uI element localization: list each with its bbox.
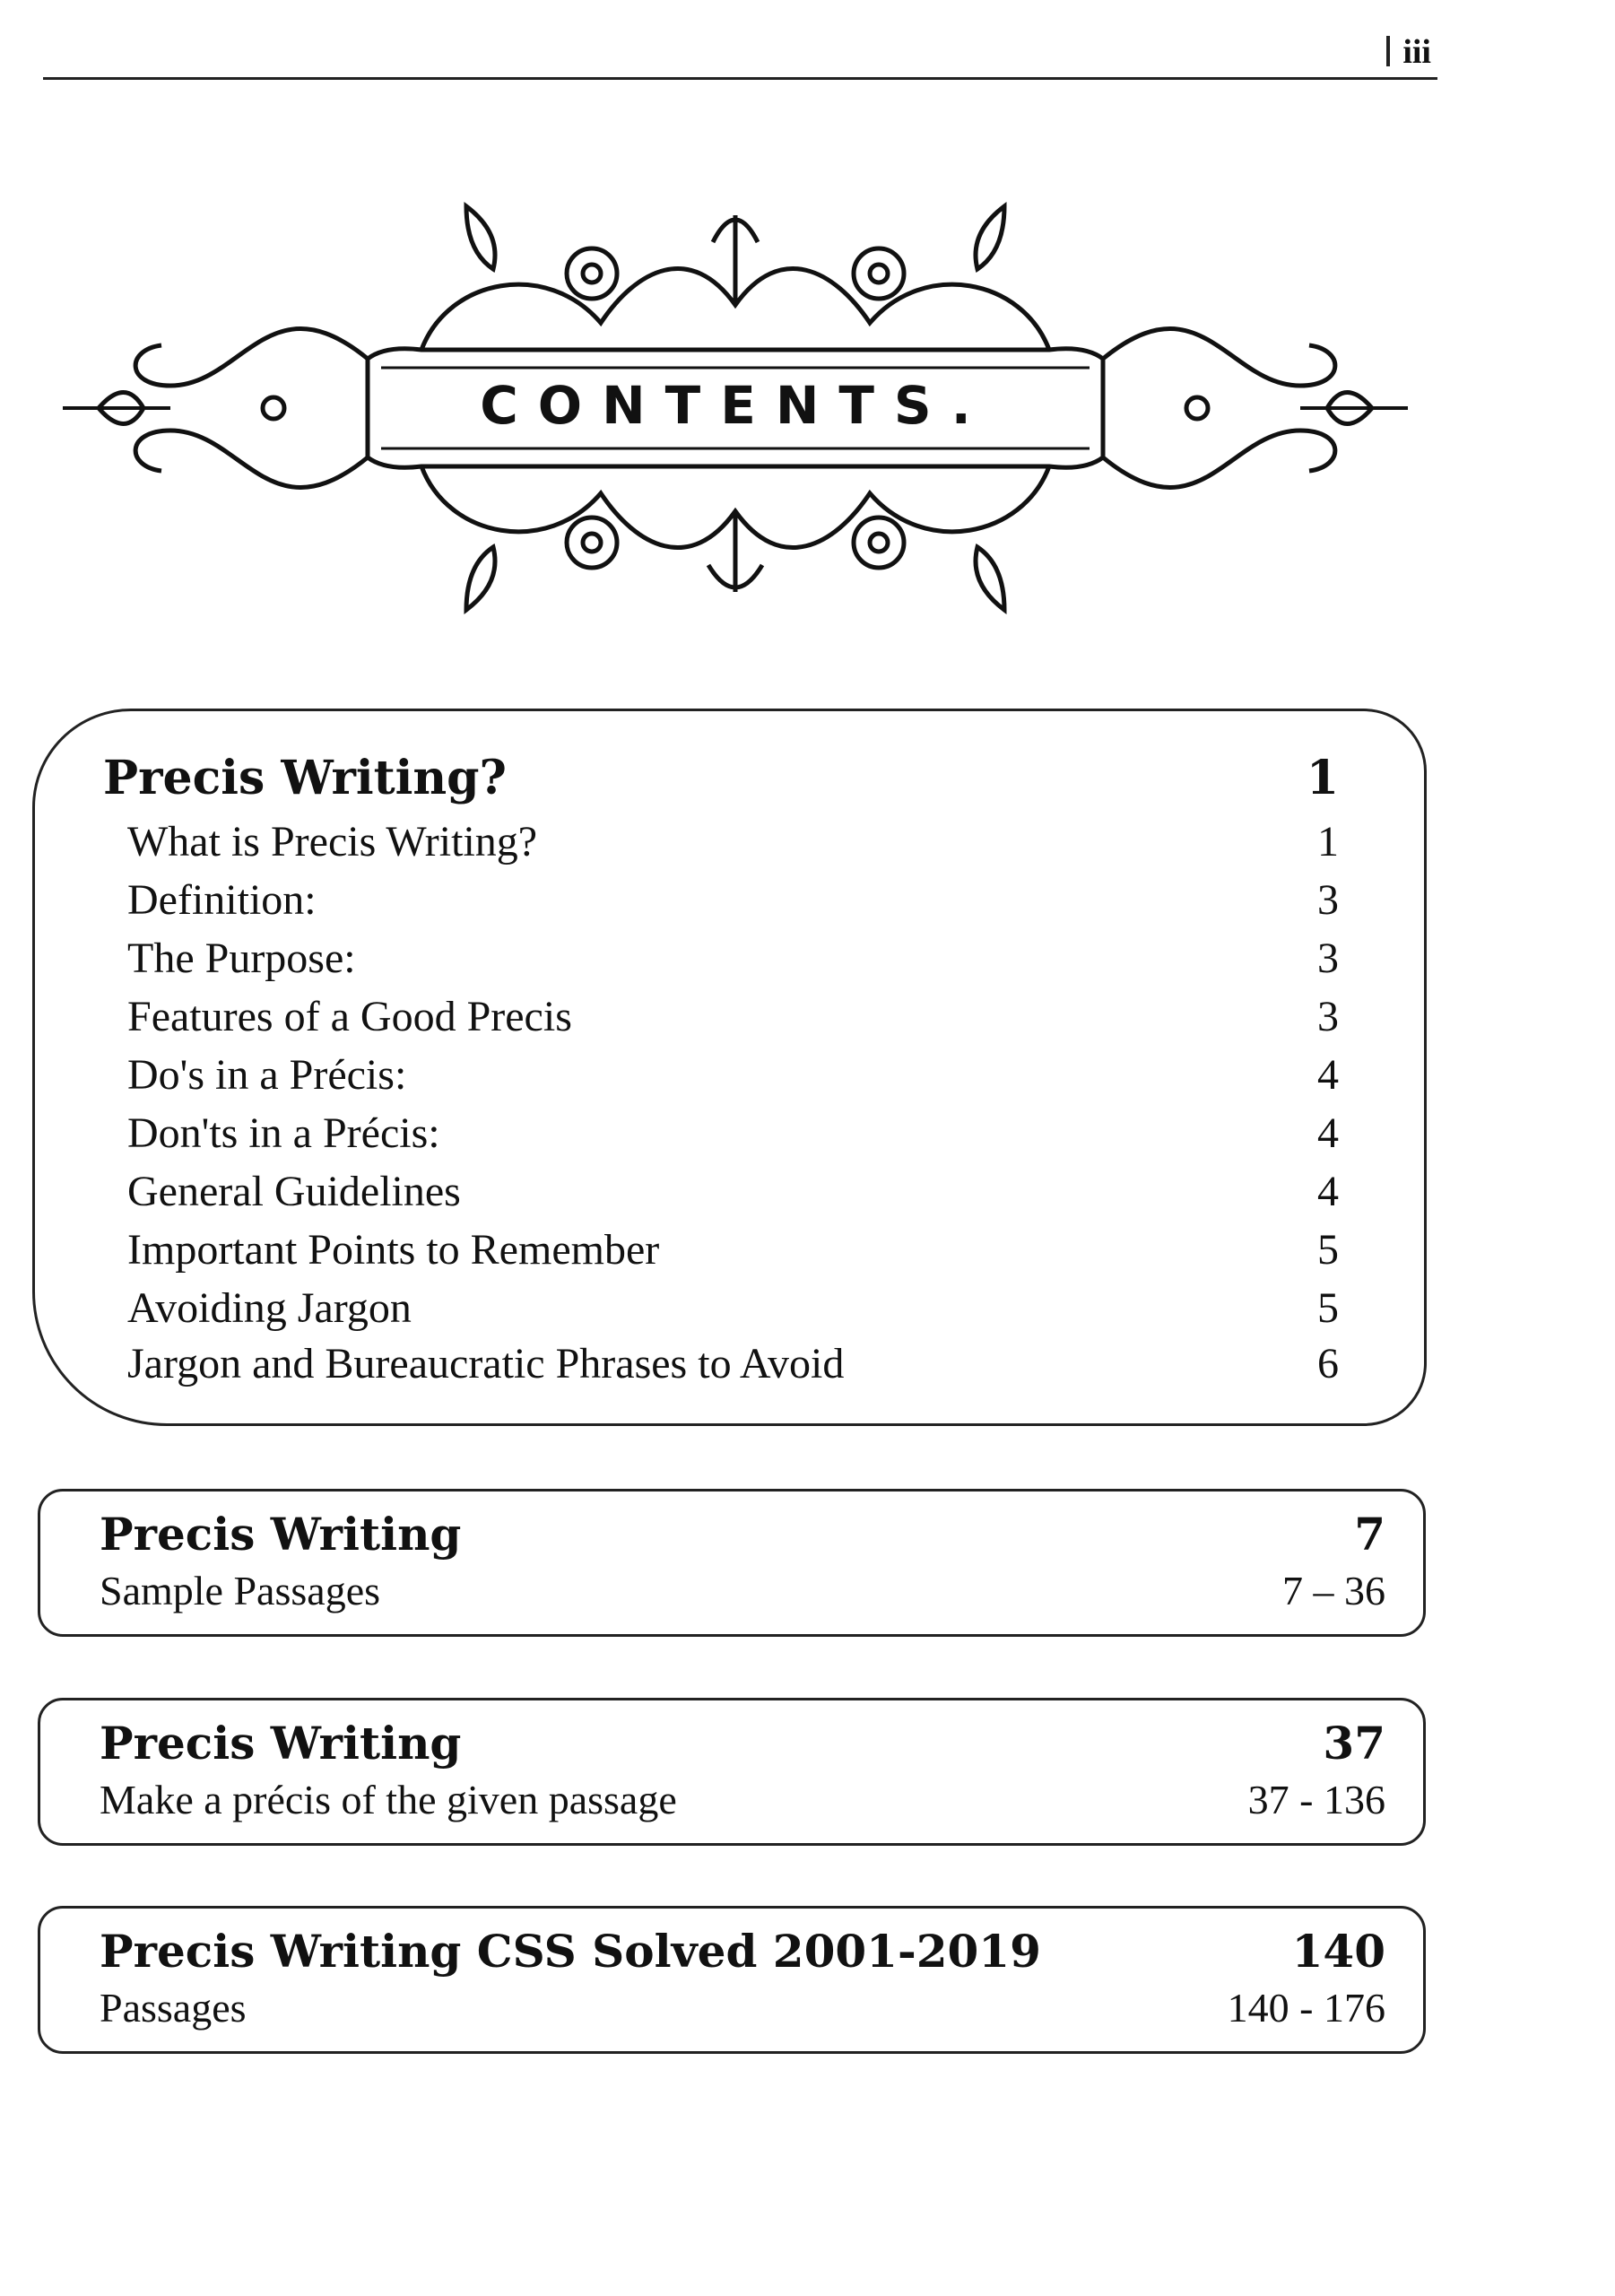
toc-entry[interactable] [127, 1050, 1339, 1100]
toc-section-heading[interactable] [103, 751, 1339, 805]
toc-section-page: 7 [1354, 1508, 1385, 1561]
toc-entry-page: 6 [1317, 1340, 1339, 1387]
toc-section-heading[interactable] [100, 1925, 1385, 1978]
toc-section-title: Precis Writing [100, 1717, 462, 1770]
toc-entry-label: Jargon and Bureaucratic Phrases to Avoid [127, 1340, 845, 1387]
toc-entry-page: 7 – 36 [1282, 1568, 1385, 1613]
header-rule [43, 77, 1437, 80]
toc-entry[interactable] [100, 1567, 1385, 1614]
toc-section-heading[interactable] [100, 1508, 1385, 1561]
toc-entry[interactable] [100, 1984, 1385, 2031]
toc-entry[interactable] [127, 875, 1339, 925]
section-box-sample-passages [38, 1489, 1426, 1637]
toc-entry[interactable] [127, 992, 1339, 1041]
contents-banner [45, 170, 1426, 637]
toc-entry-label: Do's in a Précis: [127, 1051, 407, 1099]
toc-entry-page: 5 [1317, 1226, 1339, 1274]
toc-section-page: 140 [1291, 1925, 1385, 1978]
toc-entry-label: Avoiding Jargon [127, 1284, 412, 1332]
toc-entry[interactable] [100, 1776, 1385, 1823]
toc-section-title: Precis Writing [100, 1508, 462, 1561]
toc-entry-page: 4 [1317, 1168, 1339, 1215]
page-number [1386, 32, 1431, 72]
toc-entry[interactable] [127, 817, 1339, 866]
page-number-text: iii [1402, 33, 1431, 71]
toc-entry-label: Passages [100, 1985, 247, 2031]
toc-entry-page: 4 [1317, 1051, 1339, 1099]
toc-entry[interactable] [127, 1225, 1339, 1274]
toc-entry-label: Features of a Good Precis [127, 993, 572, 1040]
toc-section-title: Precis Writing CSS Solved 2001-2019 [100, 1925, 1041, 1978]
toc-entry-label: The Purpose: [127, 935, 356, 982]
page-number-bar [1386, 36, 1390, 66]
toc-entry-label: General Guidelines [127, 1168, 461, 1215]
toc-entry[interactable] [127, 934, 1339, 983]
toc-entry-label: Sample Passages [100, 1568, 381, 1613]
toc-section-page: 1 [1306, 751, 1339, 805]
toc-entry-page: 3 [1317, 935, 1339, 982]
toc-entry-page: 1 [1317, 818, 1339, 865]
toc-section-page: 37 [1323, 1717, 1385, 1770]
toc-entry-page: 3 [1317, 993, 1339, 1040]
toc-entry-label: Definition: [127, 876, 317, 924]
toc-entry-page: 5 [1317, 1284, 1339, 1332]
toc-entry[interactable] [127, 1167, 1339, 1216]
section-box-css-solved [38, 1906, 1426, 2054]
toc-entry[interactable] [127, 1283, 1339, 1333]
toc-entry-label: Don'ts in a Précis: [127, 1109, 440, 1157]
toc-section-heading[interactable] [100, 1717, 1385, 1770]
section-box-make-precis [38, 1698, 1426, 1846]
section-box-precis-intro [32, 709, 1427, 1426]
toc-entry-label: Make a précis of the given passage [100, 1777, 677, 1822]
toc-entry[interactable] [127, 1109, 1339, 1158]
toc-entry-label: What is Precis Writing? [127, 818, 538, 865]
toc-entry-page: 4 [1317, 1109, 1339, 1157]
toc-section-title: Precis Writing? [103, 751, 507, 805]
toc-entry-page: 37 - 136 [1247, 1777, 1385, 1822]
toc-entry-page: 3 [1317, 876, 1339, 924]
toc-entry-label: Important Points to Remember [127, 1226, 660, 1274]
contents-title: CONTENTS. [480, 375, 991, 436]
toc-entry[interactable] [127, 1339, 1339, 1388]
toc-entry-page: 140 - 176 [1227, 1985, 1385, 2031]
